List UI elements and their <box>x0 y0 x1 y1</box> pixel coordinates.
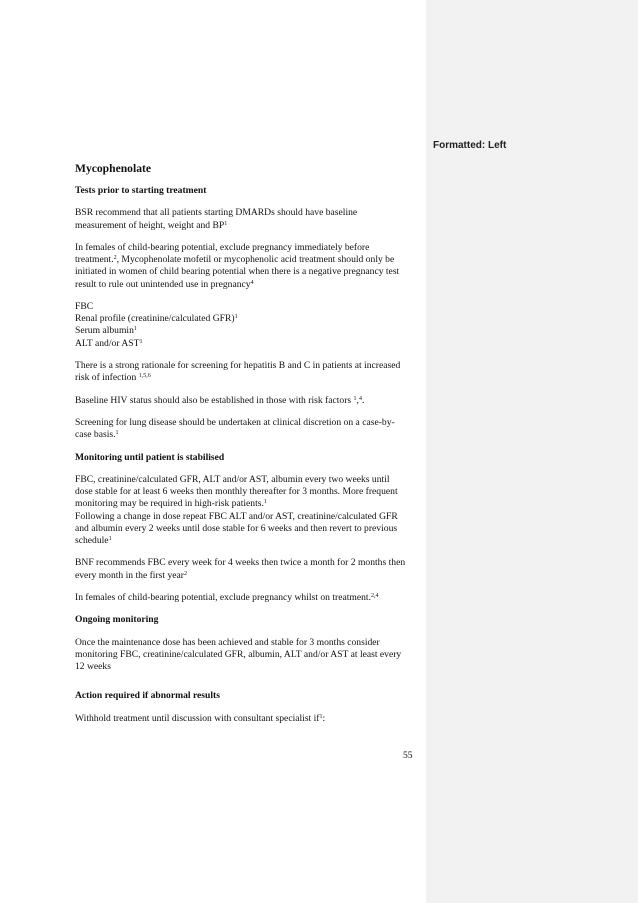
text-line: In females of child-bearing potential, exclude pregnancy immediately before <box>75 241 370 253</box>
paragraph-ongoing <box>75 637 425 674</box>
text-line: initiated in women of child bearing potential when there is a negative pregnancy test <box>75 266 400 278</box>
text-run: . <box>361 394 365 406</box>
text-line: FBC <box>75 300 94 312</box>
text-run: result to rule out unintended use in pregnancy <box>75 278 251 290</box>
text-run: monitoring may be required in high-risk patients. <box>75 498 264 510</box>
text-run: , <box>356 394 359 406</box>
reference-superscript: 1 <box>133 326 137 333</box>
paragraph-bsr <box>75 207 425 231</box>
paragraph-baseline-tests <box>75 301 425 350</box>
text-line <box>75 220 425 232</box>
text-line: Once the maintenance dose has been achieved and stable for 3 months consider <box>75 636 380 648</box>
text-line: Screening for lung disease should be undertaken at clinical discretion on a case-by- <box>75 416 395 428</box>
reference-superscript: 1 <box>263 499 267 506</box>
text-line <box>75 313 425 325</box>
reference-superscript: 2 <box>183 570 187 577</box>
text-line <box>75 713 425 725</box>
text-run: Withhold treatment until discussion with consultant specialist if <box>75 712 320 724</box>
text-run: , Mycophenolate mofetil or mycophenolic acid treatment should only be <box>116 254 395 266</box>
text-run: every month in the first year <box>75 569 184 581</box>
text-run: treatment. <box>75 254 114 266</box>
paragraph-withhold <box>75 713 425 725</box>
reference-superscript: 4 <box>250 279 254 286</box>
reference-superscript: 2 <box>113 255 117 262</box>
text-run: measurement of height, weight and BP <box>75 219 225 231</box>
text-run: Renal profile (creatinine/calculated GFR) <box>75 313 235 325</box>
text-line <box>75 325 425 337</box>
reference-superscript: 2,4 <box>370 592 379 599</box>
text-line <box>75 395 425 407</box>
text-line <box>75 372 425 384</box>
text-run: : <box>322 712 326 724</box>
text-line: FBC, creatinine/calculated GFR, ALT and/or AST, albumin every two weeks until <box>75 473 390 485</box>
text-line <box>75 592 425 604</box>
reference-superscript: 1,5,6 <box>138 373 151 380</box>
text-run: case basis. <box>75 429 116 441</box>
text-line <box>75 570 425 582</box>
paragraph-bnf <box>75 557 425 581</box>
text-line <box>75 429 425 441</box>
document-body[interactable] <box>75 162 425 735</box>
text-line: BSR recommend that all patients starting DMARDs should have baseline <box>75 207 358 219</box>
text-run: In females of child-bearing potential, exclude pregnancy whilst on treatment. <box>75 591 371 603</box>
text-line: 12 weeks <box>75 661 111 673</box>
text-line: dose stable for at least 6 weeks then monthly thereafter for 3 months. More frequent <box>75 486 398 498</box>
reference-superscript: 4 <box>358 395 362 402</box>
formatted-comment-label: Formatted: Left <box>433 140 507 151</box>
heading-ongoing-monitoring: Ongoing monitoring <box>75 614 159 626</box>
text-line: and albumin every 2 weeks until dose stable for 6 weeks and then revert to previous <box>75 522 398 534</box>
text-line <box>75 279 425 291</box>
paragraph-hiv <box>75 395 425 407</box>
reference-superscript: 1 <box>319 713 323 720</box>
text-line <box>75 498 425 510</box>
text-line <box>75 535 425 547</box>
text-line <box>75 254 425 266</box>
text-line: Following a change in dose repeat FBC ALT and/or AST, creatinine/calculated GFR <box>75 510 398 522</box>
page-number: 55 <box>403 750 413 761</box>
reference-superscript: 1 <box>108 535 112 542</box>
text-run: Serum albumin <box>75 325 134 337</box>
reference-superscript: 1 <box>234 314 238 321</box>
comment-margin-pane <box>426 0 638 903</box>
text-run: schedule <box>75 534 109 546</box>
section-title: Mycophenolate <box>75 162 151 175</box>
text-line: There is a strong rationale for screening for hepatitis B and C in patients at increased <box>75 359 401 371</box>
paragraph-lung <box>75 417 425 441</box>
text-line: monitoring FBC, creatinine/calculated GFR, albumin, ALT and/or AST at least every <box>75 648 402 660</box>
reference-superscript: 1 <box>139 338 143 345</box>
reference-superscript: 1 <box>224 220 228 227</box>
text-line: BNF recommends FBC every week for 4 weeks then twice a month for 2 months then <box>75 557 406 569</box>
text-line <box>75 338 425 350</box>
paragraph-hepatitis <box>75 360 425 384</box>
reference-superscript: 1 <box>353 395 357 402</box>
heading-prior-tests: Tests prior to starting treatment <box>75 185 207 196</box>
heading-action-required: Action required if abnormal results <box>75 690 220 702</box>
paragraph-pregnancy-during <box>75 592 425 604</box>
heading-monitoring: Monitoring until patient is stabilised <box>75 451 225 463</box>
text-run: ALT and/or AST <box>75 337 140 349</box>
text-run: Baseline HIV status should also be established in those with risk factors <box>75 394 354 406</box>
paragraph-monitoring <box>75 474 425 547</box>
paragraph-pregnancy-before <box>75 242 425 291</box>
text-run: risk of infection <box>75 372 139 384</box>
reference-superscript: 1 <box>115 430 119 437</box>
